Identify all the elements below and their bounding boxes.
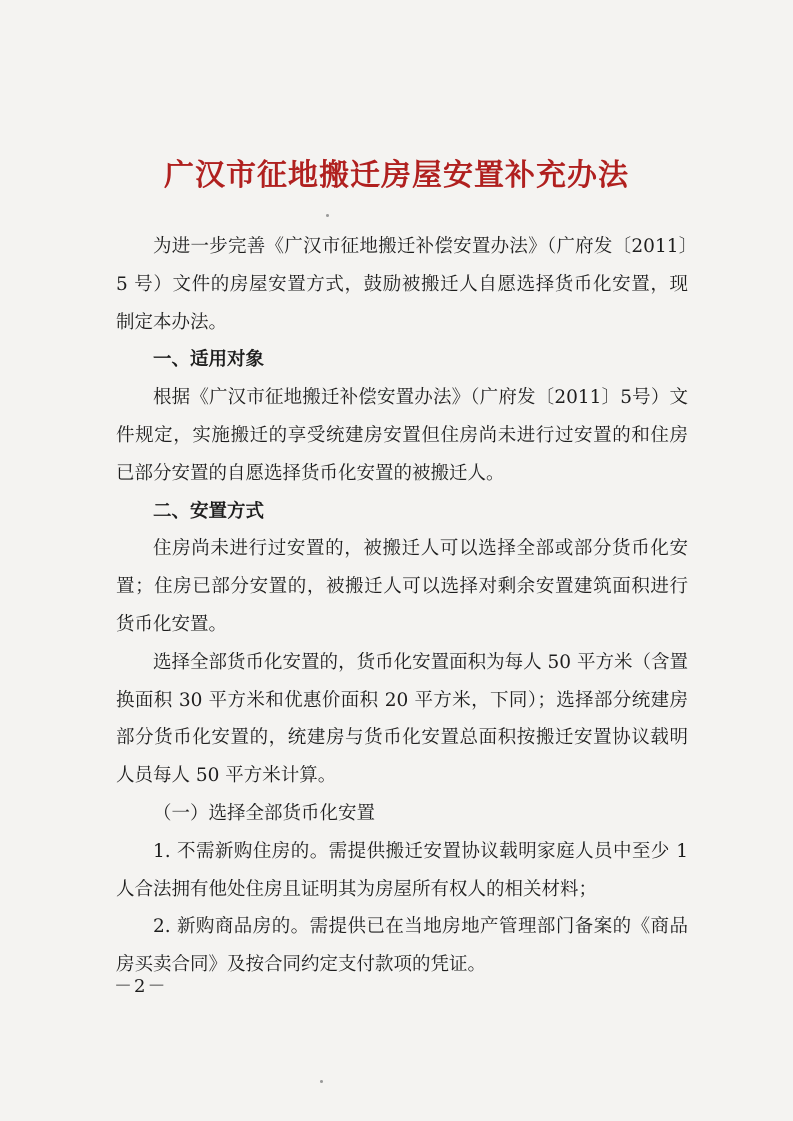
list-item-2: 2. 新购商品房的。需提供已在当地房地产管理部门备案的《商品房买卖合同》及按合同约定支付款项的凭证。 xyxy=(116,916,688,976)
list-item-1: 1. 不需新购住房的。需提供搬迁安置协议载明家庭人员中至少 1 人合法拥有他处住房且证明其为房屋所有权人的相关材料； xyxy=(116,840,688,900)
section2-paragraph-1: 住房尚未进行过安置的，被搬迁人可以选择全部或部分货币化安置；住房已部分安置的，被搬迁人可以选择对剩余安置建筑面积进行货币化安置。 xyxy=(116,538,688,635)
page-number: －2－ xyxy=(114,976,168,997)
section1-paragraph: 根据《广汉市征地搬迁补偿安置办法》（广府发〔2011〕5号）文件规定，实施搬迁的享受统建房安置但住房尚未进行过安置的和住房已部分安置的自愿选择货币化安置的被搬迁人。 xyxy=(116,387,688,484)
document-body xyxy=(116,228,688,984)
section2-paragraph-2: 选择全部货币化安置的，货币化安置面积为每人 50 平方米（含置换面积 30 平方米和优惠价面积 20 平方米，下同）；选择部分统建房部分货币化安置的，统建房与货币化安置总面积按搬迁安置协议载明人员每人 50 平方米计算。 xyxy=(116,651,688,787)
section2-heading: 二、安置方式 xyxy=(153,500,265,522)
scan-speck xyxy=(320,1080,323,1083)
intro-paragraph: 为进一步完善《广汉市征地搬迁补偿安置办法》（广府发〔2011〕5 号）文件的房屋安置方式，鼓励被搬迁人自愿选择货币化安置，现制定本办法。 xyxy=(116,236,688,333)
document-title: 广汉市征地搬迁房屋安置补充办法 xyxy=(164,158,629,193)
scan-speck xyxy=(326,214,329,217)
subsection1-heading: （一）选择全部货币化安置 xyxy=(153,802,376,824)
section1-heading: 一、适用对象 xyxy=(153,349,265,371)
